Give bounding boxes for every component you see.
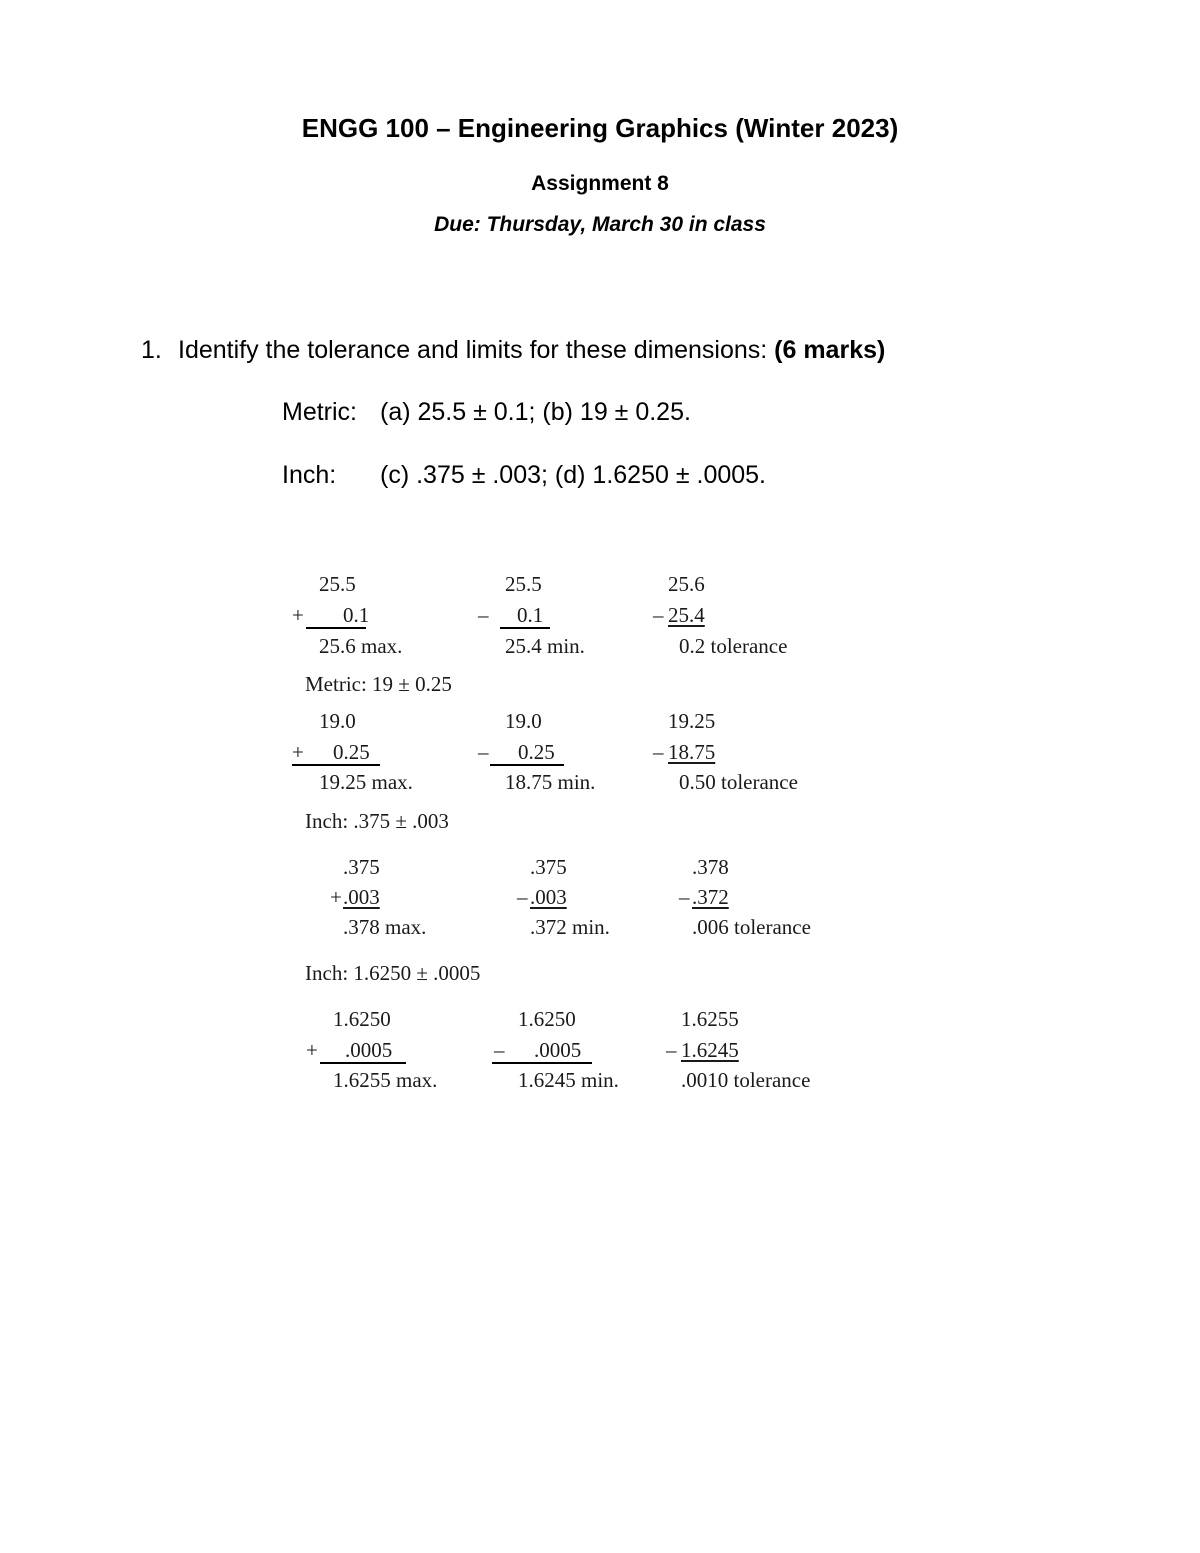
assignment-number: Assignment 8 <box>531 172 669 195</box>
solution-value: 25.5 <box>319 572 356 596</box>
inch-values: (c) .375 ± .003; (d) 1.6250 ± .0005. <box>380 461 766 489</box>
solution-operator: + <box>330 885 342 909</box>
solution-heading: Metric: 19 ± 0.25 <box>305 672 452 696</box>
solution-underline <box>292 764 380 766</box>
solution-operand: 25.4 <box>668 603 705 627</box>
solution-value: 1.6250 <box>333 1007 391 1031</box>
solution-result: .006 tolerance <box>692 915 811 939</box>
due-date: Due: Thursday, March 30 in class <box>434 213 766 236</box>
solution-result: 1.6255 max. <box>333 1068 438 1092</box>
solution-value: 1.6250 <box>518 1007 576 1031</box>
solution-result: 1.6245 min. <box>518 1068 619 1092</box>
solution-operator: – <box>517 885 528 909</box>
solution-underline <box>492 1062 592 1064</box>
solution-operator: – <box>653 740 664 764</box>
solution-value: .378 <box>692 855 729 879</box>
solution-operand: .372 <box>692 885 729 909</box>
solution-result: 0.50 tolerance <box>679 770 798 794</box>
solution-operand: 0.25 <box>333 740 370 764</box>
solution-value: 19.0 <box>319 709 356 733</box>
solution-operator: – <box>478 740 489 764</box>
question-text <box>178 336 885 365</box>
solution-operand: 0.1 <box>343 603 370 627</box>
solution-heading: Inch: .375 ± .003 <box>305 809 449 833</box>
solution-value: .375 <box>343 855 380 879</box>
solution-operand: .003 <box>343 885 380 909</box>
solution-operator: – <box>494 1038 505 1062</box>
solution-value: 1.6255 <box>681 1007 739 1031</box>
solution-heading: Inch: 1.6250 ± .0005 <box>305 961 481 985</box>
question-prompt: Identify the tolerance and limits for these dimensions: <box>178 336 775 364</box>
solution-result: 25.6 max. <box>319 634 403 658</box>
solution-operator: – <box>653 603 664 627</box>
inch-label: Inch: <box>282 461 337 489</box>
solution-operand: 1.6245 <box>681 1038 739 1062</box>
solution-value: 19.25 <box>668 709 716 733</box>
solution-underline <box>500 627 550 629</box>
solution-result: 18.75 min. <box>505 770 596 794</box>
solution-operand: .0005 <box>534 1038 582 1062</box>
solution-result: 0.2 tolerance <box>679 634 788 658</box>
solution-underline <box>306 627 366 629</box>
solution-result: 19.25 max. <box>319 770 413 794</box>
solution-value: .375 <box>530 855 567 879</box>
solution-operand: 0.1 <box>517 603 544 627</box>
solution-result: .0010 tolerance <box>681 1068 811 1092</box>
question-number: 1. <box>141 336 162 364</box>
solution-value: 19.0 <box>505 709 542 733</box>
solution-result: 25.4 min. <box>505 634 585 658</box>
solution-operator: – <box>679 885 690 909</box>
solution-value: 25.5 <box>505 572 542 596</box>
solution-operator: + <box>292 740 304 764</box>
question-marks: (6 marks) <box>774 336 886 364</box>
solution-underline <box>320 1062 406 1064</box>
solution-value: 25.6 <box>668 572 705 596</box>
solution-operator: + <box>292 603 304 627</box>
solution-operand: .003 <box>530 885 567 909</box>
solution-underline <box>490 764 564 766</box>
page-title: ENGG 100 – Engineering Graphics (Winter 2023) <box>301 113 899 143</box>
solution-operand: 0.25 <box>518 740 555 764</box>
solution-operand: 18.75 <box>668 740 716 764</box>
solution-operand: .0005 <box>345 1038 393 1062</box>
metric-values: (a) 25.5 ± 0.1; (b) 19 ± 0.25. <box>380 398 691 426</box>
solution-result: .378 max. <box>343 915 427 939</box>
solution-result: .372 min. <box>530 915 610 939</box>
solution-operator: – <box>666 1038 677 1062</box>
solution-operator: – <box>478 603 489 627</box>
metric-label: Metric: <box>282 398 357 426</box>
solution-operator: + <box>306 1038 318 1062</box>
